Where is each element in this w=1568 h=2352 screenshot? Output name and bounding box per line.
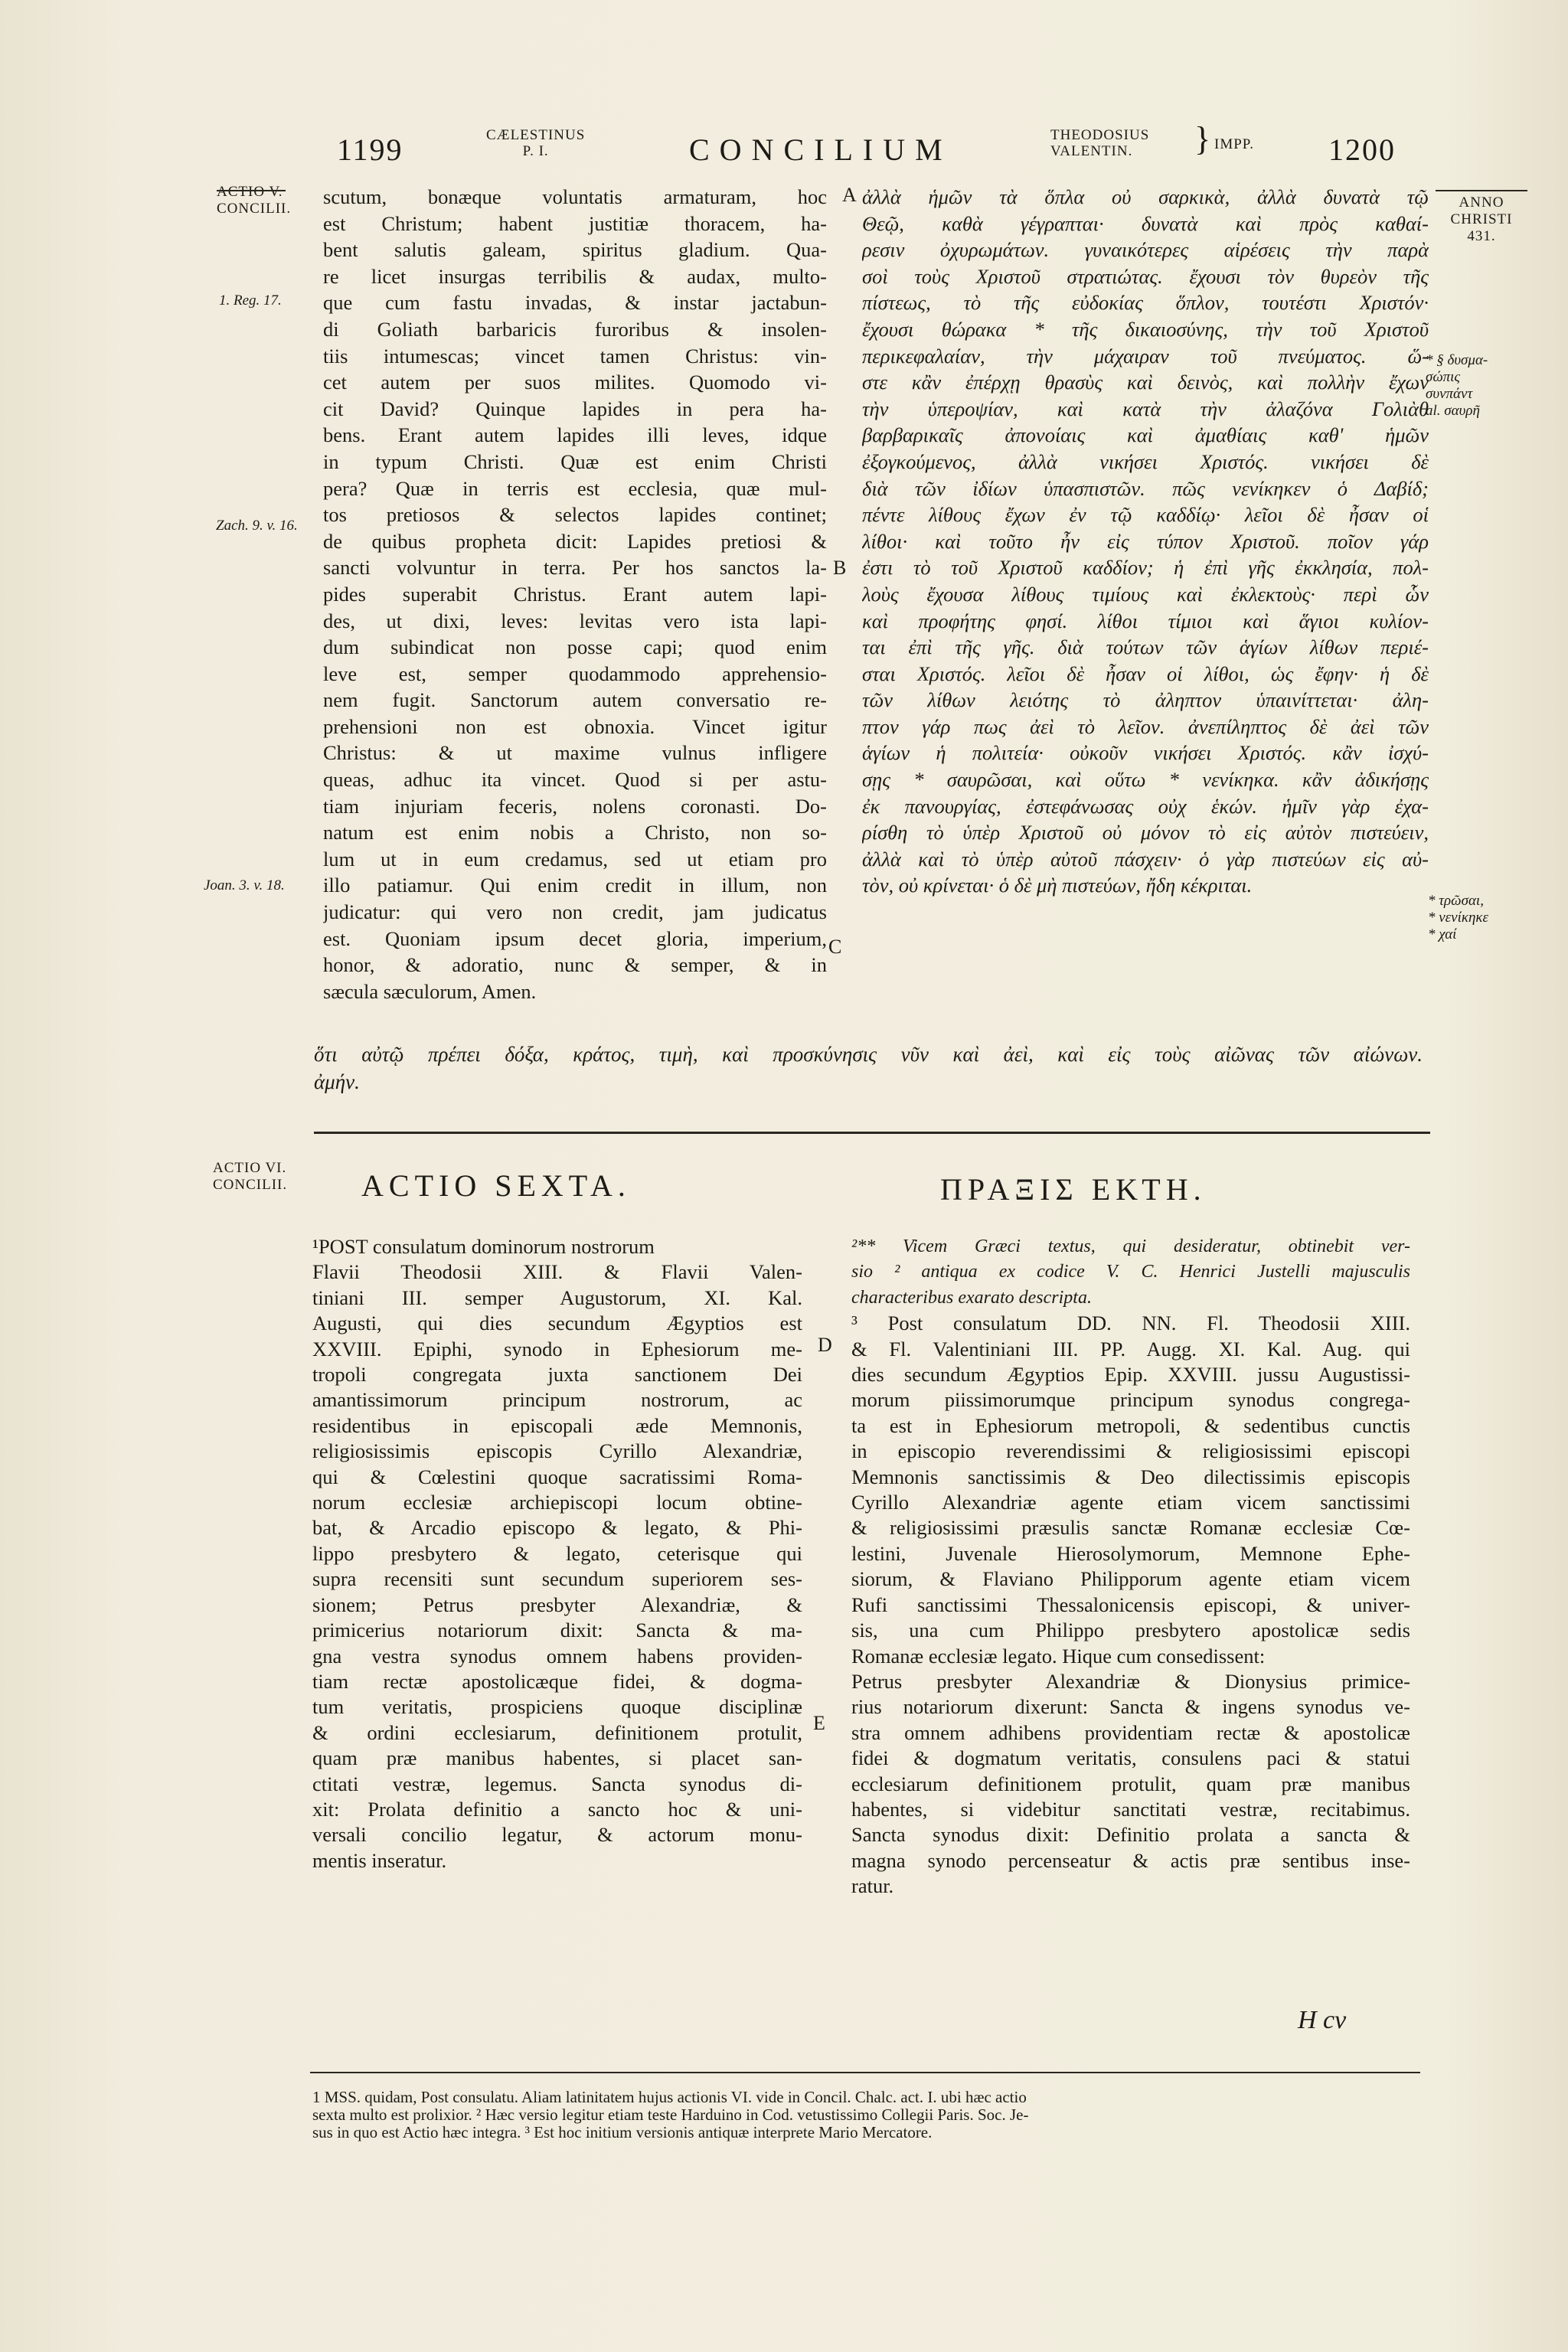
greek-text-line: ἀλλὰ καὶ τὸ ὑπὲρ αὐτοῦ πάσχειν· ὁ γὰρ πιστεύων εἰς αὐ- (862, 847, 1429, 871)
text-line: qui & Cœlestini quoque sacratissimi Roma- (312, 1465, 802, 1488)
margin-actio-v-line1: ACTIO V. (217, 184, 283, 200)
text-line: cit David? Quinque lapides in pera ha- (323, 397, 827, 420)
greek-text-line: ἔχουσι θώρακα * τῆς δικαιοσύνης, τὴν τοῦ Χριστοῦ (862, 317, 1429, 341)
text-line: bat, & Arcadio episcopo & legato, & Phi- (312, 1516, 802, 1540)
text-line: di Goliath barbaricis furoribus & insolen- (323, 317, 827, 341)
greek-text-line: τὴν ὑπεροψίαν, καὶ κατὰ τὴν ἀλαζόνα Γολιὰθ (862, 397, 1429, 420)
text-line: Rufi sanctissimi Thessalonicensis episcopi, & univer- (851, 1592, 1410, 1616)
actio-sexta-title: ACTIO SEXTA. (361, 1168, 631, 1203)
text-line: queas, adhuc ita vincet. Quod si per astu- (323, 768, 827, 792)
margin-variant-notes-2 (1428, 893, 1550, 943)
text-line: norum ecclesiæ archiepiscopi locum obtine- (312, 1491, 802, 1514)
variant-note-1: * § δυσμα- (1426, 352, 1488, 368)
footnote-line: sus in quo est Actio hæc integra. ³ Est hoc initium versionis antiquæ interprete Mario Mercatore. (312, 2124, 933, 2141)
footnote-line: sexta multo est prolixior. ² Hæc versio legitur etiam teste Harduino in Cod. vetustissimo Collegii Paris. Soc. Je- (312, 2106, 1029, 2124)
text-line: illo patiamur. Qui enim credit in illum, non (323, 874, 827, 897)
greek-text-line: σῃς * σαυρῶσαι, καὶ οὕτω * νενίκηκα. κἂν ἀδικήσῃς (862, 768, 1429, 792)
text-line: habentes, si videbitur sanctitati vestræ, recitabimus. (851, 1797, 1410, 1821)
text-line: & religiosissimi præsulis sanctæ Romanæ ecclesiæ Cœ- (851, 1516, 1410, 1540)
text-line: primicerius notariorum dixit: Sancta & ma- (312, 1619, 802, 1642)
text-line: Memnonis sanctissimis & Deo dilectissimis episcopis (851, 1465, 1410, 1488)
text-line: bens. Erant autem lapides illi leves, idque (323, 423, 827, 447)
margin-rule-right (1436, 190, 1527, 191)
anno-label: ANNO (1459, 194, 1504, 211)
margin-ref-zach: Zach. 9. v. 16. (216, 518, 298, 534)
running-head-emperors (1050, 127, 1149, 159)
text-line: pides superabit Christus. Erant autem lapi- (323, 582, 827, 606)
greek-text-line: πτον γάρ πως ἀεὶ τὸ λεῖον. ἀνεπίληπτος δὲ ἀεὶ τῶν (862, 714, 1429, 738)
text-line: sæcula sæculorum, Amen. (323, 979, 537, 1003)
text-line: gna vestra synodus omnem habens providen- (312, 1644, 802, 1668)
text-line: leve est, semper quodammodo apprehensio- (323, 662, 827, 685)
greek-text-line: στε κἂν ἐπέρχῃ θρασὺς καὶ δεινὸς, καὶ πολλὴν ἔχων (862, 371, 1429, 394)
page-number-right: 1200 (1328, 132, 1396, 167)
margin-anno-christi (1439, 194, 1524, 245)
text-line: mentis inseratur. (312, 1848, 447, 1872)
text-line: Christus: & ut maxime vulnus infligere (323, 741, 827, 765)
text-line: sionem; Petrus presbyter Alexandriæ, & (312, 1592, 802, 1616)
margin-actio-vi-line1: ACTIO VI. (213, 1160, 287, 1176)
text-line: dies secundum Ægyptios Epip. XXVIII. jussu Augustissi- (851, 1363, 1410, 1387)
greek-text-line: τῶν λίθων λειότης τὸ ἀληπτον ὑπαινίττεται· ἀλη- (862, 688, 1429, 712)
greek-text-line: ρίσθη τὸ ὑπὲρ Χριστοῦ οὐ μόνον τὸ εἰς αὐτὸν πιστεύειν, (862, 821, 1429, 844)
text-line: Petrus presbyter Alexandriæ & Dionysius primice- (851, 1669, 1410, 1693)
text-line: ¹POST consulatum dominorum nostrorum (312, 1235, 655, 1258)
emperor-theodosius: THEODOSIUS (1050, 127, 1150, 143)
text-line: judicatur: qui vero non credit, jam judicatus (323, 900, 827, 924)
text-line: sio ² antiqua ex codice V. C. Henrici Justelli majusculis (851, 1262, 1410, 1282)
page-number-left: 1199 (337, 132, 403, 167)
page-title: CONCILIUM (689, 132, 952, 167)
text-line: tos pretiosos & selectos lapides continet; (323, 503, 827, 527)
text-line: quam præ manibus habentes, si placet san- (312, 1746, 802, 1770)
variant-note-2: σώπις (1426, 369, 1461, 385)
greek-text-line: λοὺς ἔχουσα λίθους τιμίους καὶ ἐκλεκτοὺς· περὶ ὧν (862, 582, 1429, 606)
section-letter-a: A (842, 184, 857, 206)
variant-note-5: * τρῶσαι, (1428, 893, 1484, 909)
greek-text-line: ἐξογκούμενος, ἀλλὰ νικήσει Χριστός. νικήσει δὲ (862, 449, 1429, 473)
margin-variant-notes (1426, 352, 1548, 420)
latin-column-top (323, 184, 827, 1004)
text-line: cet autem per suos milites. Quomodo vi- (323, 371, 827, 394)
text-line: dum subindicat non posse capi; quod enim (323, 635, 827, 659)
text-line: Flavii Theodosii XIII. & Flavii Valen- (312, 1260, 802, 1284)
text-line: sis, una cum Philippo presbytero apostolicæ sedis (851, 1619, 1410, 1642)
section-letter-e: E (813, 1712, 825, 1734)
text-line: honor, & adoratio, nunc & semper, & in (323, 953, 827, 977)
text-line: scutum, bonæque voluntatis armaturam, hoc (323, 185, 827, 208)
section-letter-d: D (818, 1334, 832, 1356)
text-line: tiam injuriam feceris, nolens coronasti. Do- (323, 794, 827, 818)
greek-text-line: τὸν, οὐ κρίνεται· ὁ δὲ μὴ πιστεύων, ἤδη κέκριται. (862, 874, 1253, 897)
margin-rule (217, 190, 286, 191)
brace-mark: } (1194, 120, 1211, 158)
text-line: XXVIII. Epiphi, synodo in Ephesiorum me- (312, 1337, 802, 1361)
text-line: lestini, Juvenale Hierosolymorum, Memnone Ephe- (851, 1541, 1410, 1565)
text-line: in episcopio reverendissimi & religiosissimi episcopi (851, 1439, 1410, 1463)
greek-text-line: σοὶ τοὺς Χριστοῦ στρατιώτας. ἔχουσι τὸν θυρεὸν τῆς (862, 264, 1429, 288)
text-line: Augusti, qui dies secundum Ægyptios est (312, 1312, 802, 1335)
margin-actio-v (217, 184, 291, 217)
greek-text-line: πίστεως, τὸ τῆς εὐδοκίας ὅπλον, τουτέστι Χριστόν· (862, 291, 1429, 315)
text-line: ta est in Ephesiorum metropoli, & sedentibus cunctis (851, 1413, 1410, 1437)
catchword: H cv (1298, 2006, 1347, 2034)
impp-label: IMPP. (1214, 136, 1254, 152)
text-line: sancti volvuntur in terra. Per hos sanctos la- (323, 556, 827, 580)
greek-text-line: περικεφαλαίαν, τὴν μάχαιραν τοῦ πνεύματος. ὥ- (862, 344, 1429, 368)
text-line: natum est enim nobis a Christo, non so- (323, 821, 827, 844)
greek-text-line: καὶ προφήτης φησί. λίθοι τίμιοι καὶ ἅγιοι κυλίον- (862, 609, 1429, 632)
variant-note-7: * χαί (1428, 926, 1457, 942)
running-head-pope (486, 127, 585, 159)
text-line: residentibus in episcopali æde Memnonis, (312, 1413, 802, 1437)
text-line: re licet insurgas terribilis & audax, multo- (323, 264, 827, 288)
greek-text-line: ἐστι τὸ τοῦ Χριστοῦ καδδίον; ἡ ἐπὶ γῆς ἐκκλησία, πολ- (862, 556, 1429, 580)
text-line: ²** Vicem Græci textus, qui desideratur, obtinebit ver- (851, 1236, 1410, 1256)
text-line: siorum, & Flaviano Philipporum agente etiam vicem (851, 1567, 1410, 1591)
emperor-valentinian: VALENTIN. (1050, 143, 1133, 159)
text-line: nem fugit. Sanctorum autem conversatio re- (323, 688, 827, 712)
variant-note-4: al. σαυρῆ (1426, 403, 1480, 419)
text-line: Cyrillo Alexandriæ agente etiam vicem sanctissimi (851, 1491, 1410, 1514)
text-line: lippo presbytero & legato, ceterisque qui (312, 1541, 802, 1565)
latin-column-bottom-right (851, 1234, 1410, 1900)
text-line: ctitati vestræ, legemus. Sancta synodus di- (312, 1772, 802, 1795)
greek-text-line: Θεῷ, καθὰ γέγραπται· δυνατὰ καὶ πρὸς καθαί- (862, 211, 1429, 235)
latin-column-bottom-left (312, 1234, 802, 1873)
greek-text-line: ἀλλὰ ἡμῶν τὰ ὅπλα οὐ σαρκικὰ, ἀλλὰ δυνατὰ τῷ (862, 185, 1429, 208)
text-line: ³ Post consulatum DD. NN. Fl. Theodosii XIII. (851, 1312, 1410, 1335)
margin-actio-vi (213, 1160, 287, 1194)
margin-actio-v-line2: CONCILII. (217, 201, 292, 217)
pope-title: P. I. (522, 143, 549, 159)
text-line: est Christum; habent justitiæ thoracem, ha- (323, 211, 827, 235)
text-line: tiam rectæ apostolicæque fidei, & dogma- (312, 1669, 802, 1693)
footnote-line: 1 MSS. quidam, Post consulatu. Aliam latinitatem hujus actionis VI. vide in Concil. Chalc. act. I. ubi hæc actio (312, 2089, 1027, 2106)
greek-column-top (862, 184, 1429, 899)
greek-amen: ἀμήν. (314, 1070, 360, 1093)
text-line: xit: Prolata definitio a sancto hoc & uni- (312, 1797, 802, 1821)
text-line: religiosissimis episcopis Cyrillo Alexandriæ, (312, 1439, 802, 1463)
text-line: in typum Christi. Quæ est enim Christi (323, 449, 827, 473)
text-line: supra recensiti sunt secundum superiorem ses- (312, 1567, 802, 1591)
greek-text-line: ται ἐπὶ τῆς γῆς. διὰ τούτων τῶν ἁγίων λίθων περιέ- (862, 635, 1429, 659)
text-line: tum veritatis, prospiciens quoque disciplinæ (312, 1695, 802, 1719)
text-line: de quibus propheta dicit: Lapides pretiosi & (323, 529, 827, 553)
text-line: est. Quoniam ipsum decet gloria, imperium, (323, 926, 827, 950)
text-line: rius notariorum dixerunt: Sancta & ingens synodus ve- (851, 1695, 1410, 1719)
christi-label: CHRISTI (1450, 211, 1513, 227)
text-line: magna synodo percenseatur & actis præ sentibus inse- (851, 1848, 1410, 1872)
greek-text-line: πέντε λίθους ἔχων ἐν τῷ καδδίῳ· λεῖοι δὲ ἦσαν οἱ (862, 503, 1429, 527)
text-line: tropoli congregata juxta sanctionem Dei (312, 1363, 802, 1387)
footnote-rule (310, 2072, 1420, 2073)
praxis-ekte-title: ΠΡΑΞΙΣ ΕΚΤΗ. (940, 1172, 1207, 1207)
text-line: morum piissimorumque principum synodus congrega- (851, 1388, 1410, 1412)
text-line: pera? Quæ in terris est ecclesia, quæ mul- (323, 476, 827, 500)
year-label: 431. (1467, 228, 1496, 244)
text-line: & ordini ecclesiarum, definitionem protulit, (312, 1720, 802, 1744)
margin-ref-reg: 1. Reg. 17. (219, 292, 282, 309)
footnotes (312, 2089, 1415, 2141)
greek-text-line: λίθοι· καὶ τοῦτο ἦν εἰς τύπον Χριστοῦ. ποῖον γάρ (862, 529, 1429, 553)
greek-text-line: σται Χριστός. λεῖοι δὲ ἦσαν οἱ λίθοι, ὡς ἔφην· ἡ δὲ (862, 662, 1429, 685)
greek-doxology: ὅτι αὐτῷ πρέπει δόξα, κράτος, τιμὴ, καὶ προσκύνησις νῦν καὶ ἀεὶ, καὶ εἰς τοὺς αἰῶνας τῶν αἰώνων. (314, 1043, 1423, 1066)
pope-name: CÆLESTINUS (486, 127, 586, 143)
text-line: tiis intumescas; vincet tamen Christus: vin- (323, 344, 827, 368)
greek-text-line: διὰ τῶν ἰδίων ὑπασπιστῶν. πῶς νενίκηκεν ὁ Δαβίδ; (862, 476, 1429, 500)
margin-ref-joan: Joan. 3. v. 18. (204, 877, 285, 893)
greek-text-line: ρεσιν ὀχυρωμάτων. γυναικότερες αἱρέσεις τὴν παρὰ (862, 238, 1429, 262)
text-line: bent salutis galeam, spiritus gladium. Qua- (323, 238, 827, 262)
greek-text-line: ἁγίων ἡ πολιτεία· οὐκοῦν νικήσει Χριστός. κἂν ἰσχύ- (862, 741, 1429, 765)
text-line: stra omnem adhibens providentiam rectæ & apostolicæ (851, 1720, 1410, 1744)
text-line: Romanæ ecclesiæ legato. Hique cum consedissent: (851, 1644, 1266, 1668)
section-divider (314, 1132, 1430, 1134)
text-line: lum ut in eum credamus, sed ut etiam pro (323, 847, 827, 871)
greek-text-line: βαρβαρικαῖς ἀπονοίαις καὶ ἀμαθίαις καθ' ἡμῶν (862, 423, 1429, 447)
text-line: versali concilio legatur, & actorum monu- (312, 1823, 802, 1847)
text-line: tiniani III. semper Augustorum, XI. Kal. (312, 1285, 802, 1309)
variant-note-3: συνπάντ (1426, 386, 1473, 402)
section-letter-b: B (833, 557, 847, 579)
variant-note-6: * νενίκηκε (1428, 910, 1489, 926)
section-letter-c: C (828, 936, 842, 958)
greek-text-line: ἐκ πανουργίας, ἐστεφάνωσας οὐχ ἑκών. ἡμῖν γὰρ ἐχα- (862, 794, 1429, 818)
text-line: ecclesiarum definitionem protulit, quam præ manibus (851, 1772, 1410, 1795)
margin-actio-vi-line2: CONCILII. (213, 1177, 288, 1193)
text-line: & Fl. Valentiniani III. PP. Augg. XI. Kal. Aug. qui (851, 1337, 1410, 1361)
text-line: ratur. (851, 1874, 894, 1898)
text-line: prehensioni non est obnoxia. Vincet igitur (323, 714, 827, 738)
text-line: que cum fastu invadas, & instar jactabun- (323, 291, 827, 315)
text-line: characteribus exarato descripta. (851, 1287, 1092, 1308)
text-line: amantissimorum principum nostrorum, ac (312, 1388, 802, 1412)
text-line: fidei & dogmatum veritatis, consulens paci & statui (851, 1746, 1410, 1770)
text-line: Sancta synodus dixit: Definitio prolata a sancta & (851, 1823, 1410, 1847)
text-line: des, ut dixi, leves: levitas vero ista lapi- (323, 609, 827, 632)
